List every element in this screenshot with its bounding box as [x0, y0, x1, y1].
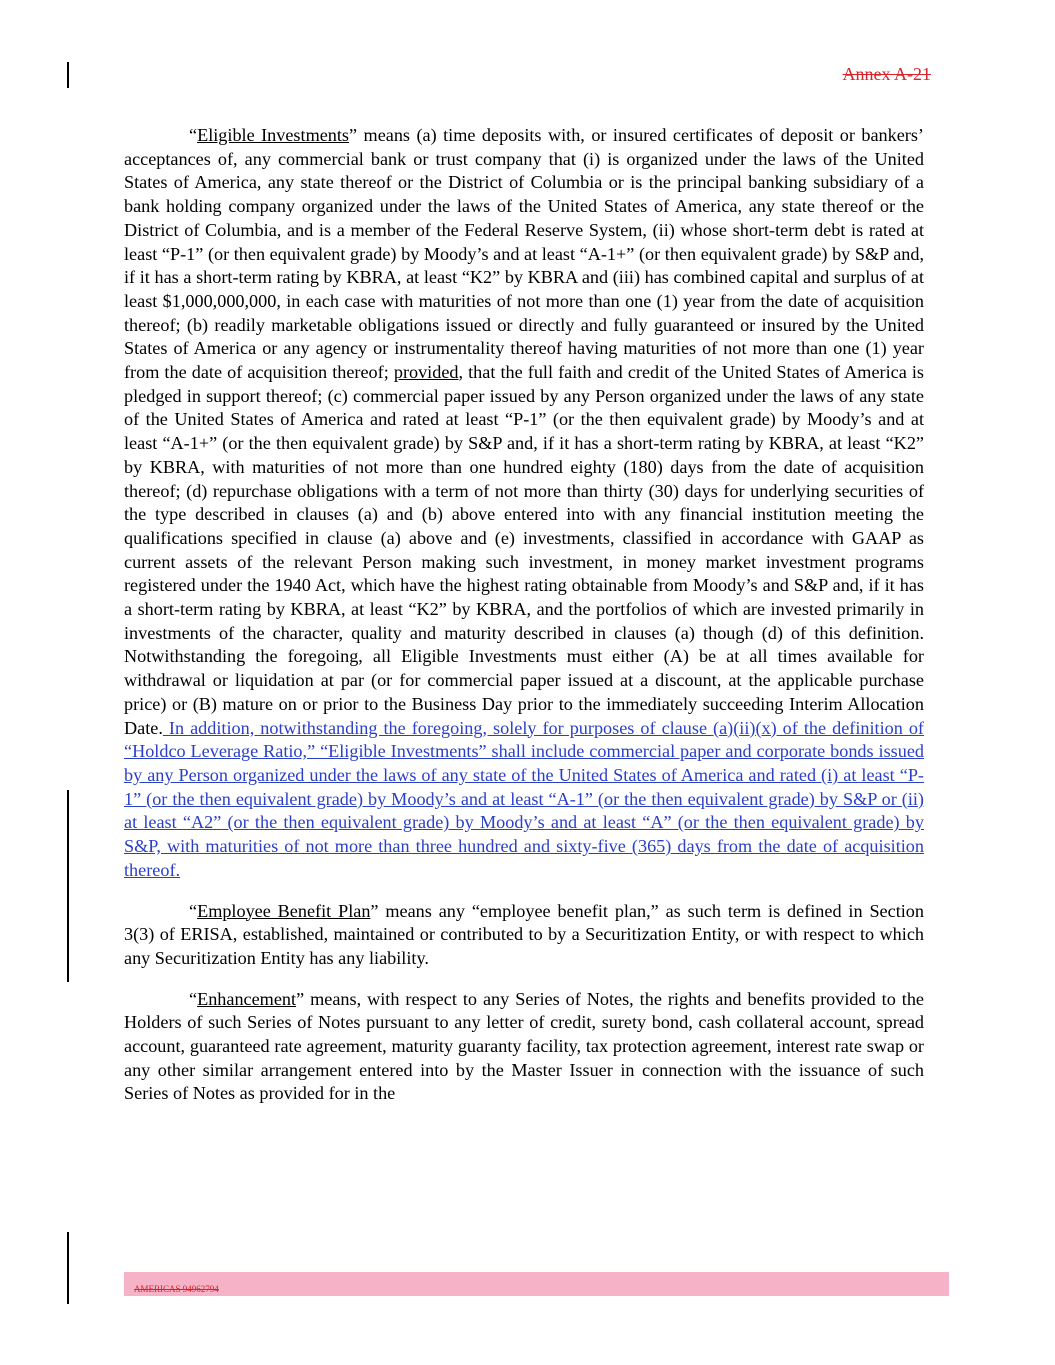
definition-eligible-investments: [124, 124, 924, 883]
change-bar-footer: [67, 1232, 69, 1304]
annex-page-label: Annex A-21: [842, 64, 931, 84]
open-quote: “: [189, 988, 198, 1009]
definition-text: ” means, with respect to any Series of Notes, the rights and benefits provided to the Holders of such Series of Notes pursuant to any letter of credit, surety bond, cash collateral account, spread account, guaranteed rate agreement, maturity guaranty facility, tax protection agreement, interest rate swap or any other similar arrangement entered into by the Master Issuer in connection with the issuance of such Series of Notes as provided for in the: [124, 988, 924, 1104]
footer-doc-id: AMERICAS 94962794: [134, 1284, 219, 1294]
defined-term: Eligible Investments: [197, 125, 350, 145]
definition-text-cont: , that the full faith and credit of the United States of America is pledged in support thereof; (c) commercial paper issued by any Person organized under the laws of any state of the United States of America and rated at least “P-1” (or the then equivalent grade) by Moody’s and at least “A-1+” (or the then equivalent grade) by S&P and, if it has a short-term rating by KBRA, at least “K2” by KBRA, with maturities of not more than one hundred eighty (180) days from the date of acquisition thereof; (d) repurchase obligations with a term of not more than thirty (30) days for underlying securities of the type described in clauses (a) and (b) above entered into with any financial institution meeting the qualifications specified in clause (a) above and (e) investments, classified in accordance with GAAP as current assets of the relevant Person making such investment, in money market investment programs registered under the 1940 Act, which have the highest rating obtainable from Moody’s and S&P and, if it has a short-term rating by KBRA, at least “K2” by KBRA, and the portfolios of which are invested primarily in investments of the character, quality and maturity described in clauses (a) though (d) of this definition. Notwithstanding the foregoing, all Eligible Investments must either (A) be at all times available for withdrawal or liquidation at par (or for commercial paper issued at a discount, at the applicable purchase price) or (B) mature on or prior to the Business Day prior to the immediately succeeding Interim Allocation Date.: [124, 362, 924, 738]
inserted-text: In addition, notwithstanding the foregoing, solely for purposes of clause (a)(ii)(x) of the definition of “Holdco Leverage Ratio,” “Eligible Investments” shall include commercial paper and corporate bonds issued by any Person organized under the laws of any state of the United States of America and rated (i) at least “P-1” (or the then equivalent grade) by Moody’s and at least “A-1” (or the then equivalent grade) by S&P or (ii) at least “A2” (or the then equivalent grade) by Moody’s and at least “A” (or the then equivalent grade) by S&P, with maturities of not more than three hundred and sixty-five (365) days from the date of acquisition thereof.: [124, 717, 924, 880]
definition-employee-benefit-plan: [124, 900, 924, 971]
defined-term: Employee Benefit Plan: [197, 900, 371, 921]
open-quote: “: [189, 900, 198, 921]
open-quote: “: [189, 125, 198, 145]
footer-bar: [124, 1272, 949, 1296]
definition-enhancement: [124, 988, 924, 1107]
definition-text: ” means (a) time deposits with, or insured certificates of deposit or bankers’ acceptances of, any commercial bank or trust company that (i) is organized under the laws of the United States of America, any state thereof or the District of Columbia or is the principal banking subsidiary of a bank holding company organized under the laws of the United States of America, any state thereof or the District of Columbia, and is a member of the Federal Reserve System, (ii) whose short-term debt is rated at least “P-1” (or then equivalent grade) by Moody’s and at least “A-1+” (or then equivalent grade) by S&P and, if it has a short-term rating by KBRA, at least “K2” by KBRA and (iii) has combined capital and surplus of at least $1,000,000,000, in each case with maturities of not more than one (1) year from the date of acquisition thereof; (b) readily marketable obligations issued or directly and fully guaranteed or insured by the United States of America or any agency or instrumentality thereof having maturities of not more than one (1) year from the date of acquisition thereof;: [124, 125, 924, 383]
change-bar-insertion: [67, 790, 69, 982]
definition-text: ” means any “employee benefit plan,” as such term is defined in Section 3(3) of ERISA, established, maintained or contributed to by a Securitization Entity, or with respect to which any Securitization Entity has any liability.: [124, 900, 924, 968]
document-body: [124, 124, 924, 1123]
change-bar-header: [67, 62, 69, 88]
provided-term: provided: [393, 362, 459, 383]
defined-term: Enhancement: [197, 988, 297, 1009]
